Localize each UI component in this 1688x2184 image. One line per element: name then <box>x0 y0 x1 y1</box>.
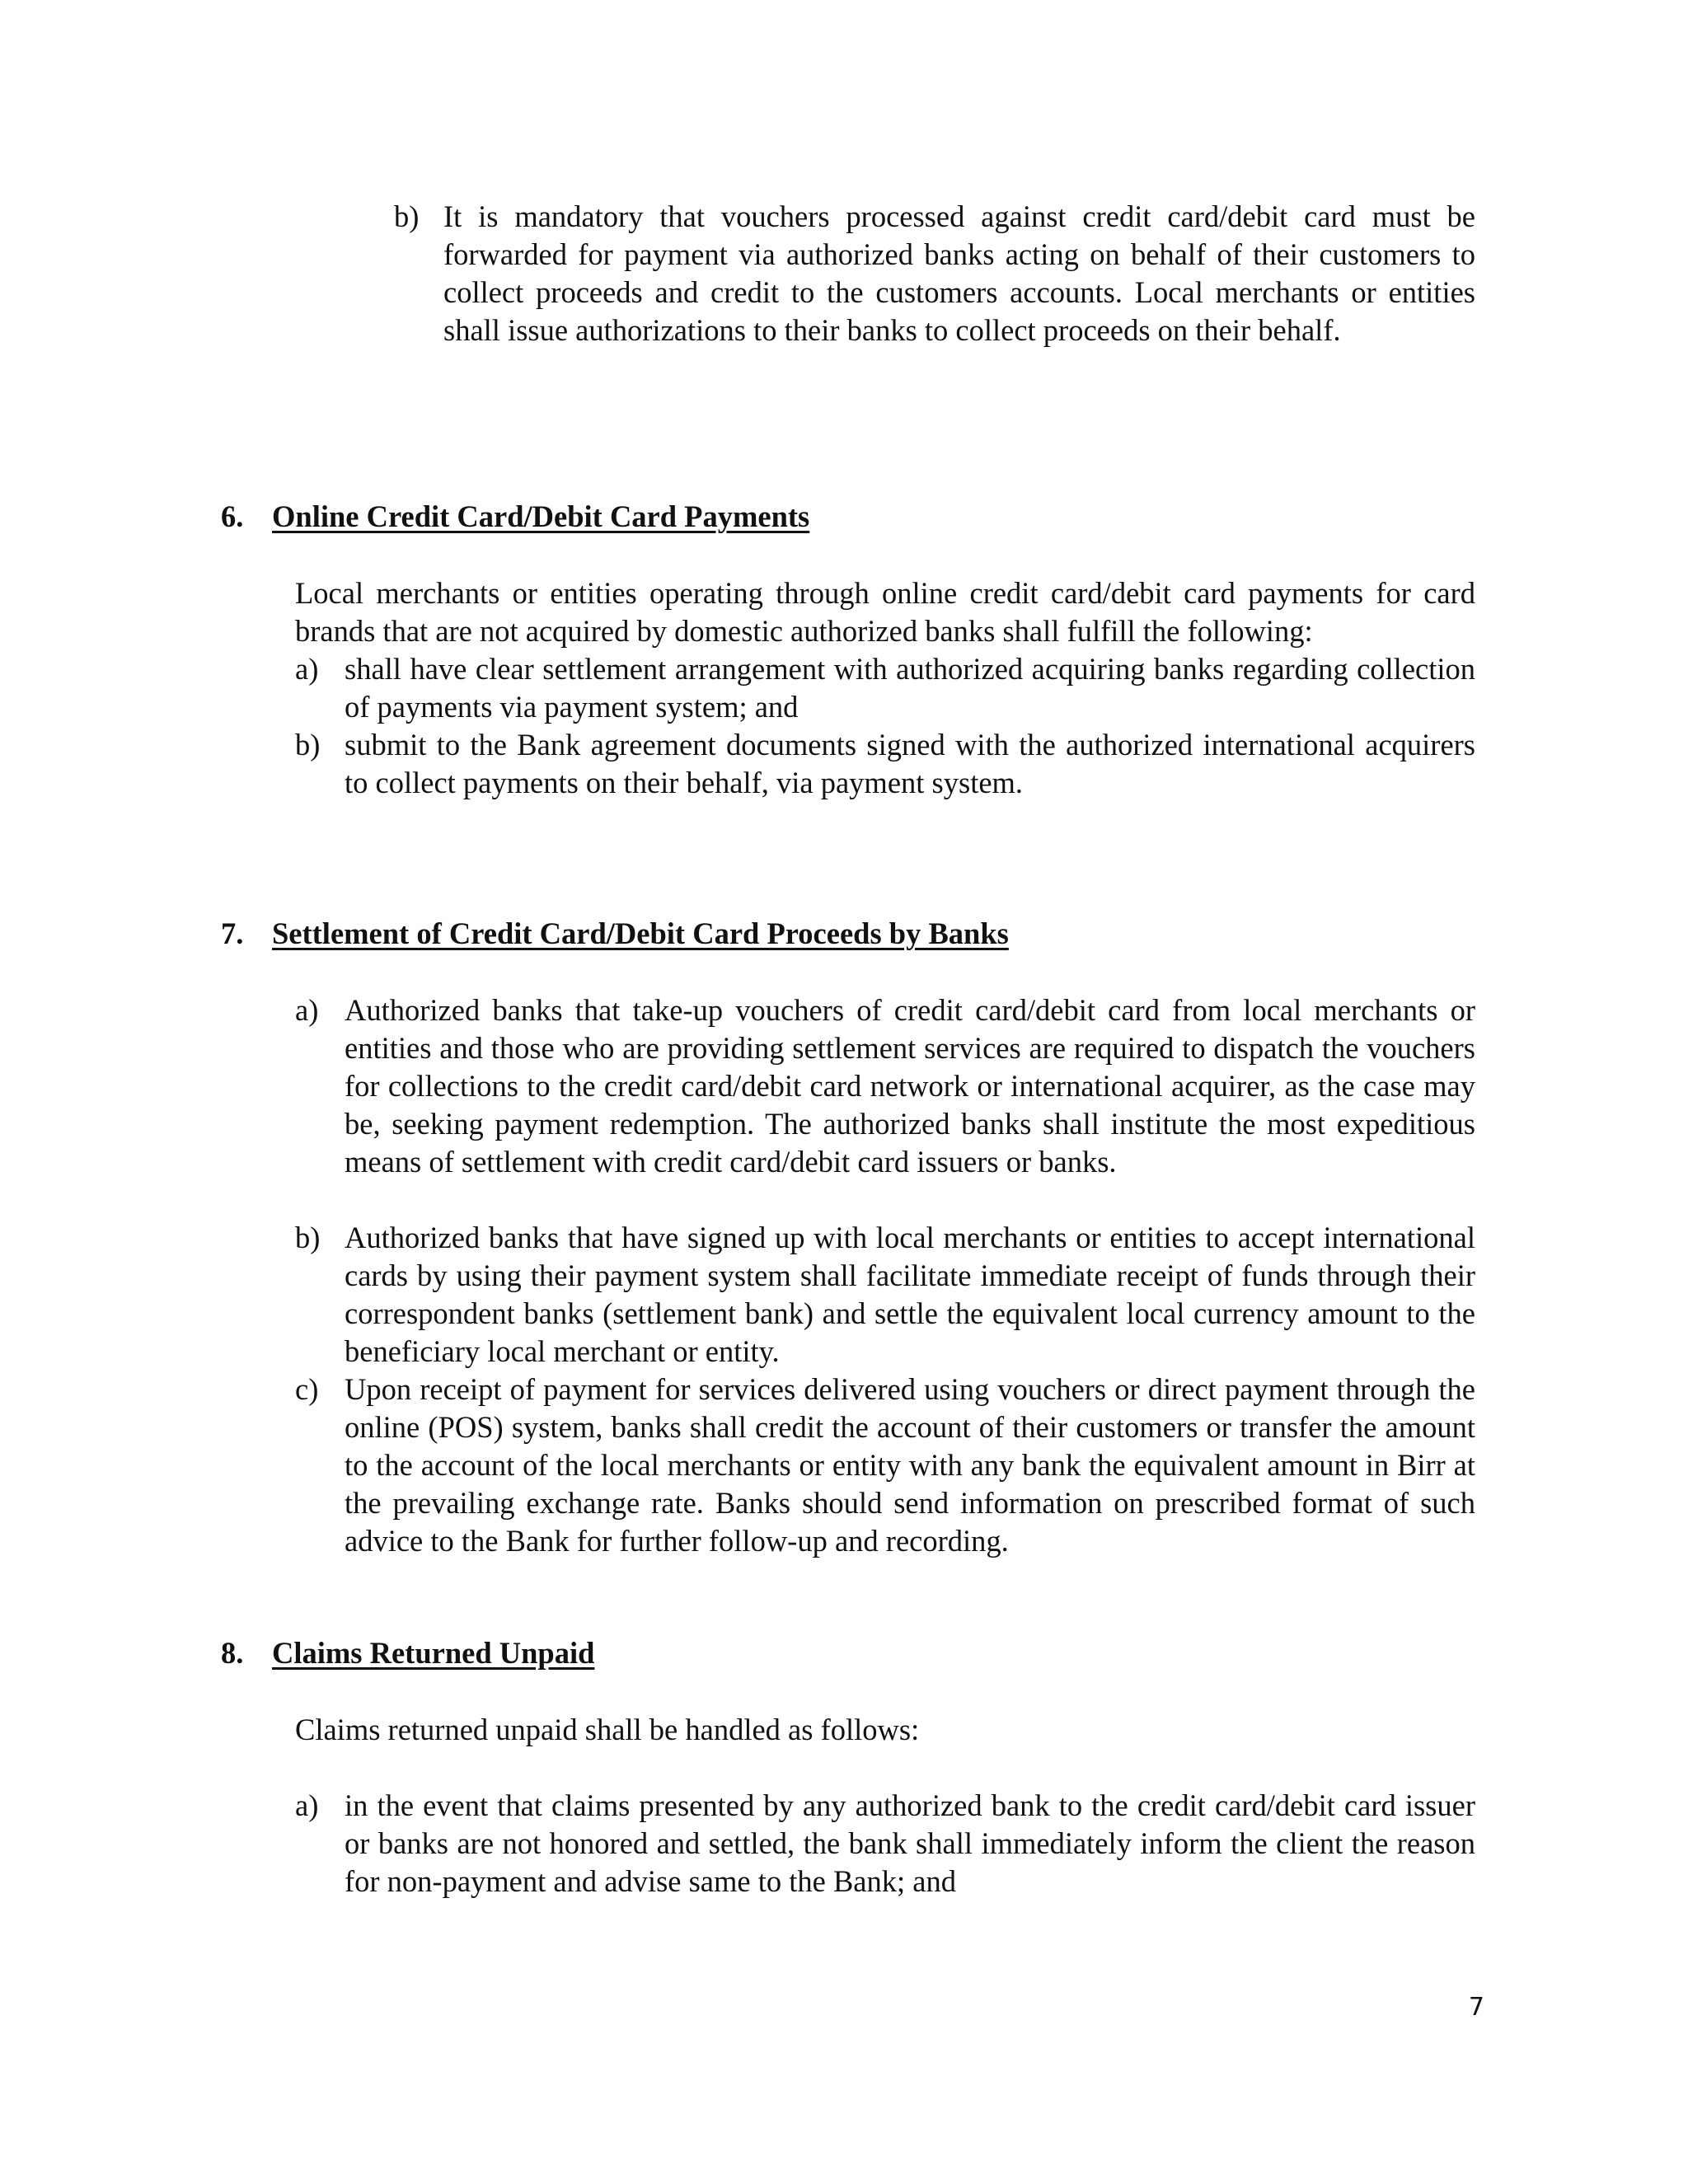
list-item <box>295 1787 1475 1900</box>
list-marker: a) <box>295 652 319 686</box>
list-item-text: shall have clear settlement arrangement with authorized acquiring banks regarding collection of payments via payment system; and <box>345 652 1475 724</box>
section-number: 8. <box>221 1636 244 1670</box>
list-item <box>394 198 1475 349</box>
list-item <box>295 650 1475 726</box>
list-marker: c) <box>295 1372 319 1406</box>
section-heading <box>221 498 809 536</box>
section-heading <box>221 915 1009 953</box>
list-item <box>295 726 1475 802</box>
section-number: 7. <box>221 916 244 950</box>
section-intro: Local merchants or entities operating through online credit card/debit card payments for card brands that are not acquired by domestic authorized banks shall fulfill the following: <box>295 576 1475 648</box>
section-title: Settlement of Credit Card/Debit Card Proceeds by Banks <box>272 916 1009 950</box>
list-item-text: Authorized banks that have signed up with local merchants or entities to accept international cards by using their payment system shall facilitate immediate receipt of funds through their correspondent banks (settlement bank) and settle the equivalent local currency amount to the beneficiary local merchant or entity. <box>345 1221 1475 1368</box>
list-item <box>295 1219 1475 1371</box>
section-title: Claims Returned Unpaid <box>272 1636 595 1670</box>
section-title: Online Credit Card/Debit Card Payments <box>272 499 810 533</box>
list-item <box>295 991 1475 1181</box>
page-number: 7 <box>1468 1993 1484 2022</box>
list-marker: b) <box>295 1221 321 1254</box>
list-item <box>295 1371 1475 1560</box>
list-marker: a) <box>295 993 319 1027</box>
list-marker: b) <box>295 728 321 762</box>
list-item-text: in the event that claims presented by any authorized bank to the credit card/debit card issuer or banks are not honored and settled, the bank shall immediately inform the client the reason for non-payment and advise same to the Bank; and <box>345 1788 1475 1898</box>
list-item-text: Authorized banks that take-up vouchers of credit card/debit card from local merchants or entities and those who are providing settlement services are required to dispatch the vouchers for collections to the credit card/debit card network or international acquirer, as the case may be, seeking payment redemption. The authorized banks shall institute the most expeditious means of settlement with credit card/debit card issuers or banks. <box>345 993 1475 1179</box>
list-item-text: It is mandatory that vouchers processed against credit card/debit card must be forwarded for payment via authorized banks acting on behalf of their customers to collect proceeds and credit to the customers accounts. Local merchants or entities shall issue authorizations to their banks to collect proceeds on their behalf. <box>443 199 1475 347</box>
list-marker: b) <box>394 199 420 233</box>
section-intro: Claims returned unpaid shall be handled as follows: <box>295 1713 920 1746</box>
list-item-text: submit to the Bank agreement documents signed with the authorized international acquirers to collect payments on their behalf, via payment system. <box>345 728 1475 799</box>
list-marker: a) <box>295 1788 319 1822</box>
list-item-text: Upon receipt of payment for services delivered using vouchers or direct payment through the online (POS) system, banks shall credit the account of their customers or transfer the amount to the account of the local merchants or entity with any bank the equivalent amount in Birr at the prevailing exchange rate. Banks should send information on prescribed format of such advice to the Bank for further follow-up and recording. <box>345 1372 1475 1558</box>
section-heading <box>221 1634 594 1672</box>
section-number: 6. <box>221 499 244 533</box>
